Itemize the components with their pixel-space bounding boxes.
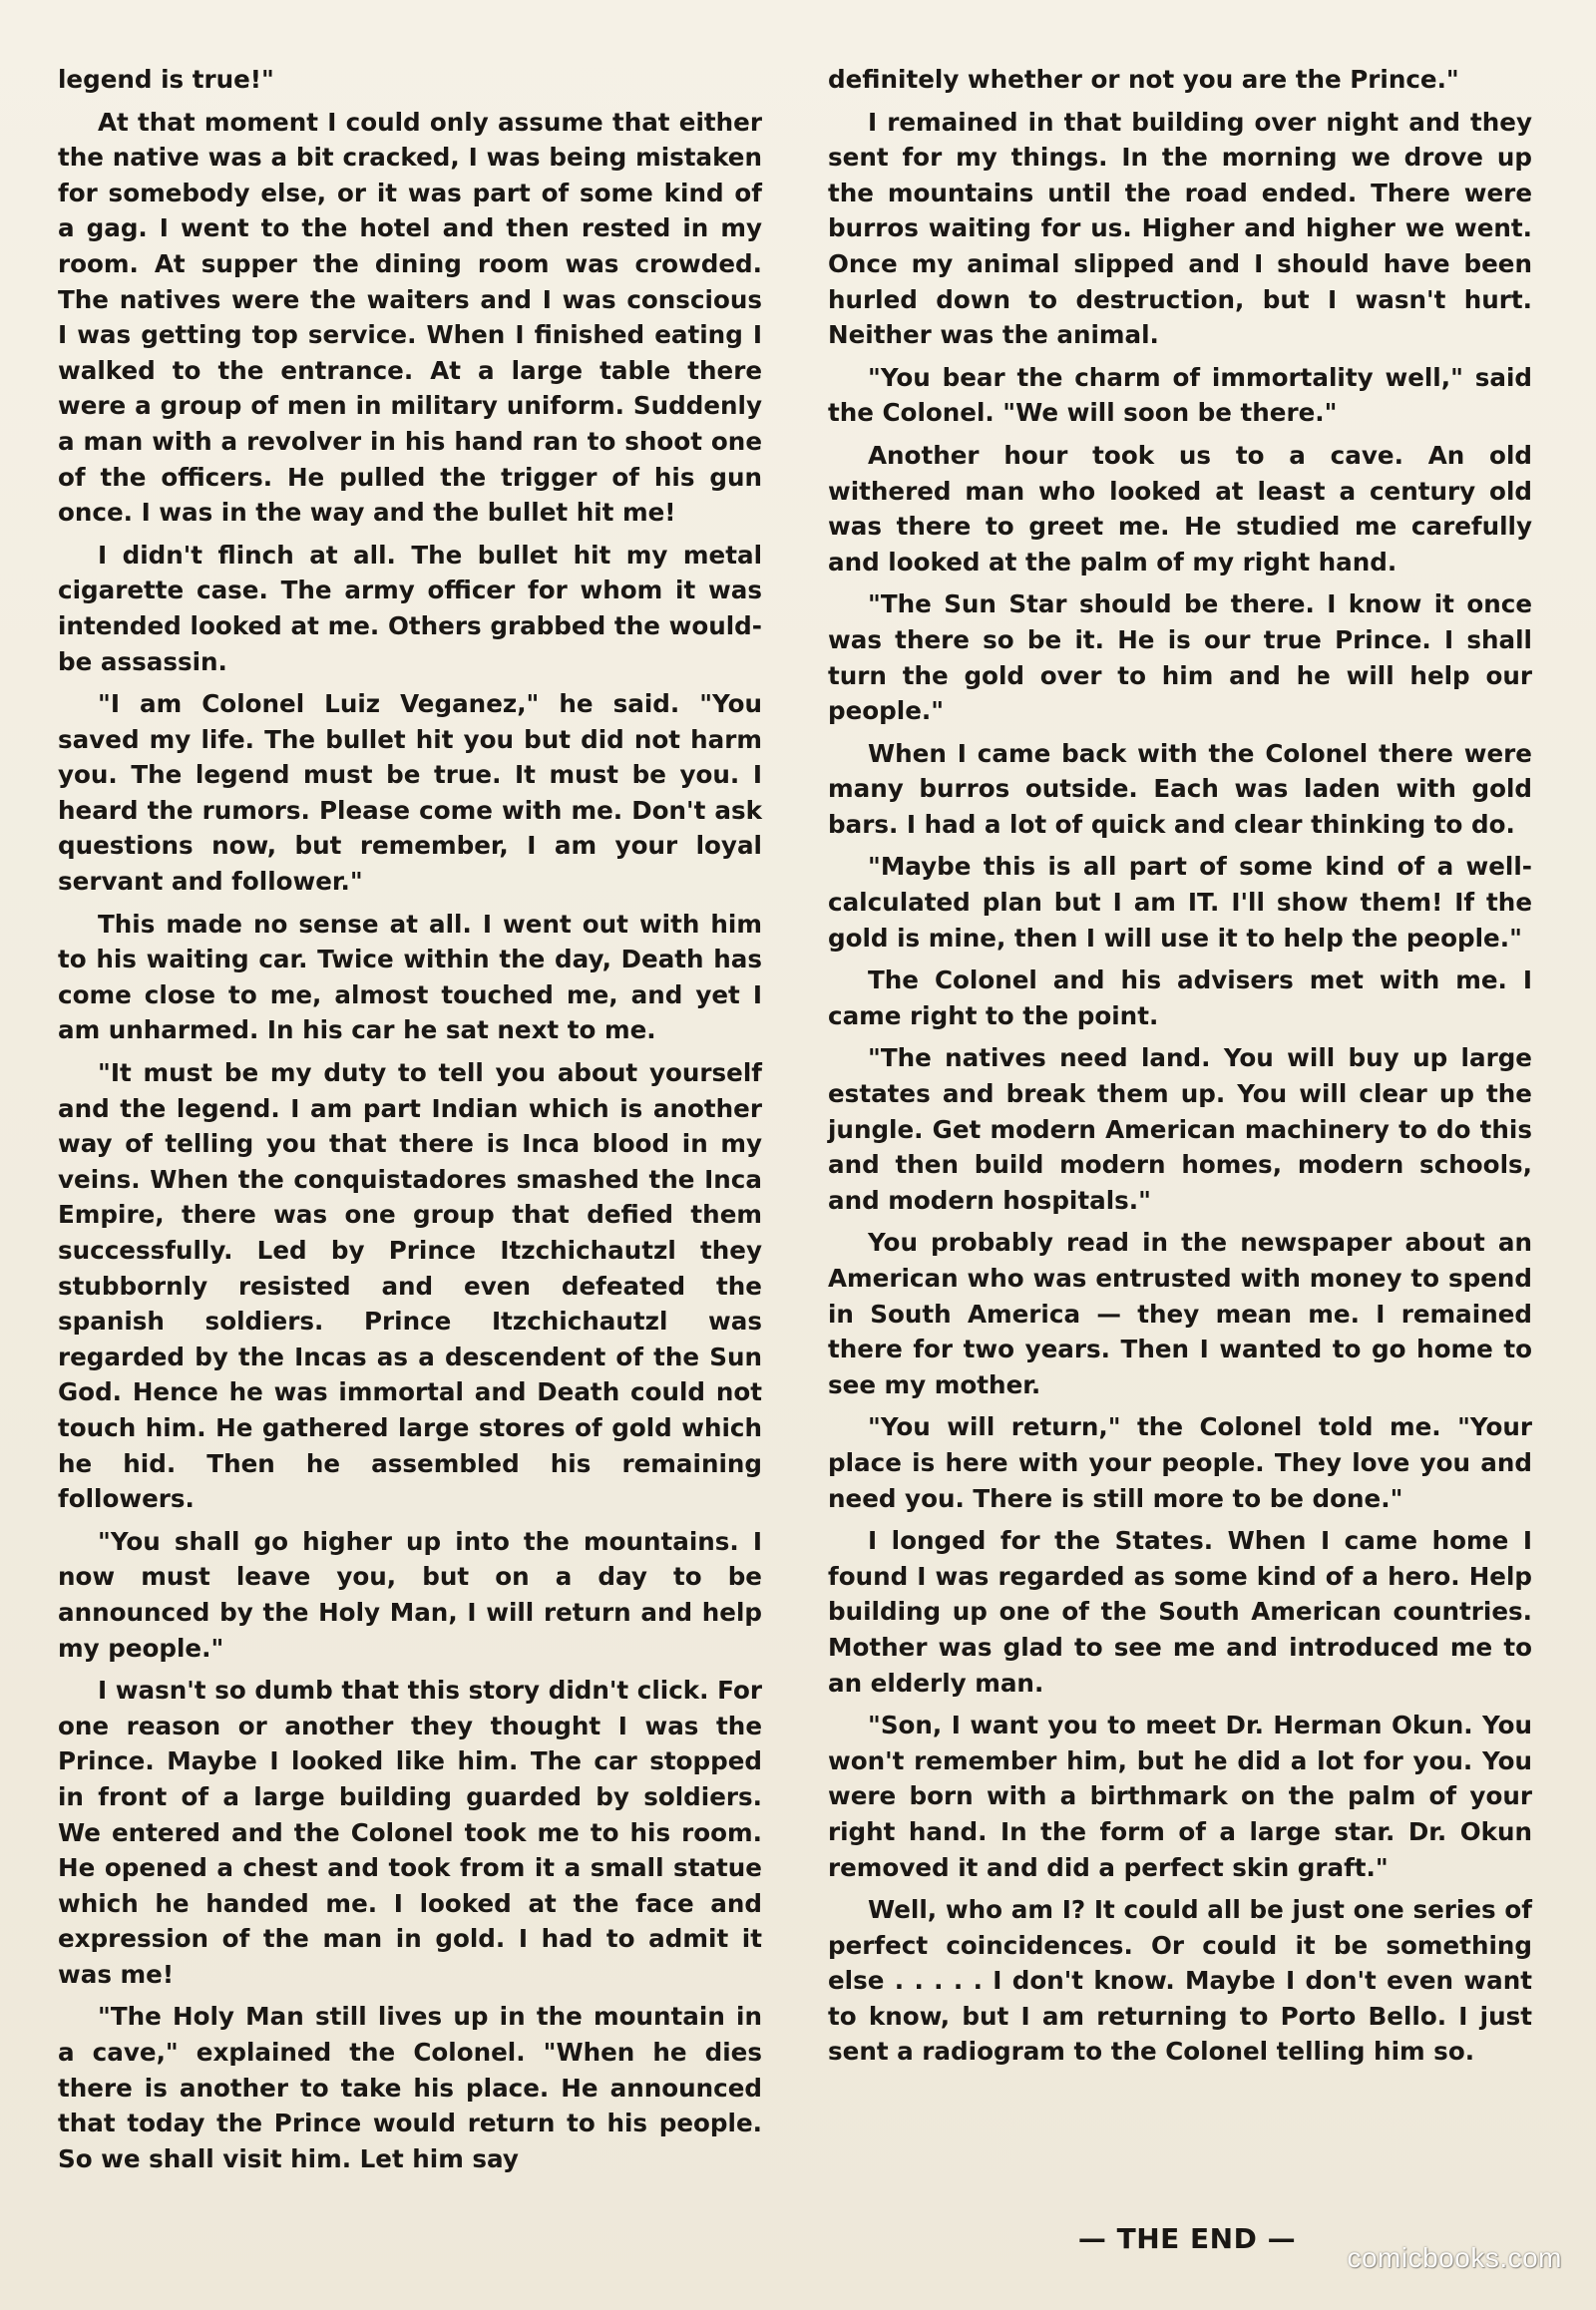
paragraph: "You shall go higher up into the mountains. I now must leave you, but on a day to be announced by the Holy Man, I will return and help my people." [58, 1526, 762, 1663]
watermark-logo: comicbooks.com [1347, 2242, 1562, 2273]
paragraph: "Maybe this is all part of some kind of a well-calculated plan but I am IT. I'll show them! If the gold is mine, then I will use it to help the people." [828, 852, 1532, 953]
paragraph: I longed for the States. When I came home I found I was regarded as some kind of a hero. Help building up one of the South American countries. Mother was glad to see me and introduced me to an elderly man. [828, 1526, 1532, 1698]
paragraph: definitely whether or not you are the Prince." [828, 65, 1459, 94]
paragraph: I wasn't so dumb that this story didn't click. For one reason or another they thought I was the Prince. Maybe I looked like him. The car stopped in front of a large building guarded by soldiers. We entered and the Colonel took me to his room. He opened a chest and took from it a small statue which he handed me. I looked at the face and expression of the man in gold. I had to admit it was me! [58, 1676, 762, 1989]
paragraph: "The natives need land. You will buy up large estates and break them up. You will clear up the jungle. Get modern American machinery to do this and then build modern homes, modern schools, and modern hospitals." [828, 1043, 1532, 1215]
paragraph: "The Sun Star should be there. I know it once was there so be it. He is our true Prince. I shall turn the gold over to him and he will help our people." [828, 589, 1532, 726]
paragraph: The Colonel and his advisers met with me. I came right to the point. [828, 965, 1532, 1030]
the-end-label: — THE END — [1077, 2222, 1297, 2255]
paragraph: "You bear the charm of immortality well," said the Colonel. "We will soon be there." [828, 362, 1532, 428]
paragraph: You probably read in the newspaper about an American who was entrusted with money to spend in South America — they mean me. I remained there for two years. Then I wanted to go home to see my mother. [828, 1228, 1532, 1399]
paragraph: I didn't flinch at all. The bullet hit my metal cigarette case. The army officer for whom it was intended looked at me. Others grabbed the would-be assassin. [58, 540, 762, 676]
left-text-column [58, 62, 762, 2176]
paragraph: "I am Colonel Luiz Veganez," he said. "You saved my life. The bullet hit you but did not harm you. The legend must be true. It must be you. I heard the rumors. Please come with me. Don't ask questions now, but remember, I am your loyal servant and follower." [58, 689, 762, 897]
paragraph: "The Holy Man still lives up in the mountain in a cave," explained the Colonel. "When he dies there is another to take his place. He announced that today the Prince would return to his people. So we shall visit him. Let him say [58, 2002, 762, 2173]
paragraph: "Son, I want you to meet Dr. Herman Okun. You won't remember him, but he did a lot for you. You were born with a birthmark on the palm of your right hand. In the form of a large star. Dr. Okun removed it and did a perfect skin graft." [828, 1711, 1532, 1882]
paragraph: When I came back with the Colonel there were many burros outside. Each was laden with gold bars. I had a lot of quick and clear thinking to do. [828, 738, 1532, 839]
paragraph: This made no sense at all. I went out with him to his waiting car. Twice within the day, Death has come close to me, almost touched me, and yet I am unharmed. In his car he sat next to me. [58, 909, 762, 1045]
paragraph: legend is true!" [58, 65, 274, 94]
right-text-column [828, 62, 1532, 2070]
paragraph: I remained in that building over night and they sent for my things. In the morning we drove up the mountains until the road ended. There were burros waiting for us. Higher and higher we went. Once my animal slipped and I should have been hurled down to destruction, but I wasn't hurt. Neither was the animal. [828, 107, 1532, 350]
paragraph: Another hour took us to a cave. An old withered man who looked at least a century old was there to greet me. He studied me carefully and looked at the palm of my right hand. [828, 440, 1532, 577]
paragraph: At that moment I could only assume that either the native was a bit cracked, I was being mistaken for somebody else, or it was part of some kind of a gag. I went to the hotel and then rested in my room. At supper the dining room was crowded. The natives were the waiters and I was conscious I was getting top service. When I finished eating I walked to the entrance. At a large table there were a group of men in military uniform. Suddenly a man with a revolver in his hand ran to shoot one of the officers. He pulled the trigger of his gun once. I was in the way and the bullet hit me! [58, 107, 762, 528]
paragraph: Well, who am I? It could all be just one series of perfect coincidences. Or could it be something else . . . . . I don't know. Maybe I don't even want to know, but I am returning to Porto Bello. I just sent a radiogram to the Colonel telling him so. [828, 1895, 1532, 2067]
paragraph: "You will return," the Colonel told me. "Your place is here with your people. They love you and need you. There is still more to be done." [828, 1412, 1532, 1513]
paragraph: "It must be my duty to tell you about yourself and the legend. I am part Indian which is another way of telling you that there is Inca blood in my veins. When the conquistadores smashed the Inca Empire, there was one group that defied them successfully. Led by Prince Itzchichautzl they stubbornly resisted and even defeated the spanish soldiers. Prince Itzchichautzl was regarded by the Incas as a descendent of the Sun God. Hence he was immortal and Death could not touch him. He gathered large stores of gold which he hid. Then he assembled his remaining followers. [58, 1058, 762, 1514]
